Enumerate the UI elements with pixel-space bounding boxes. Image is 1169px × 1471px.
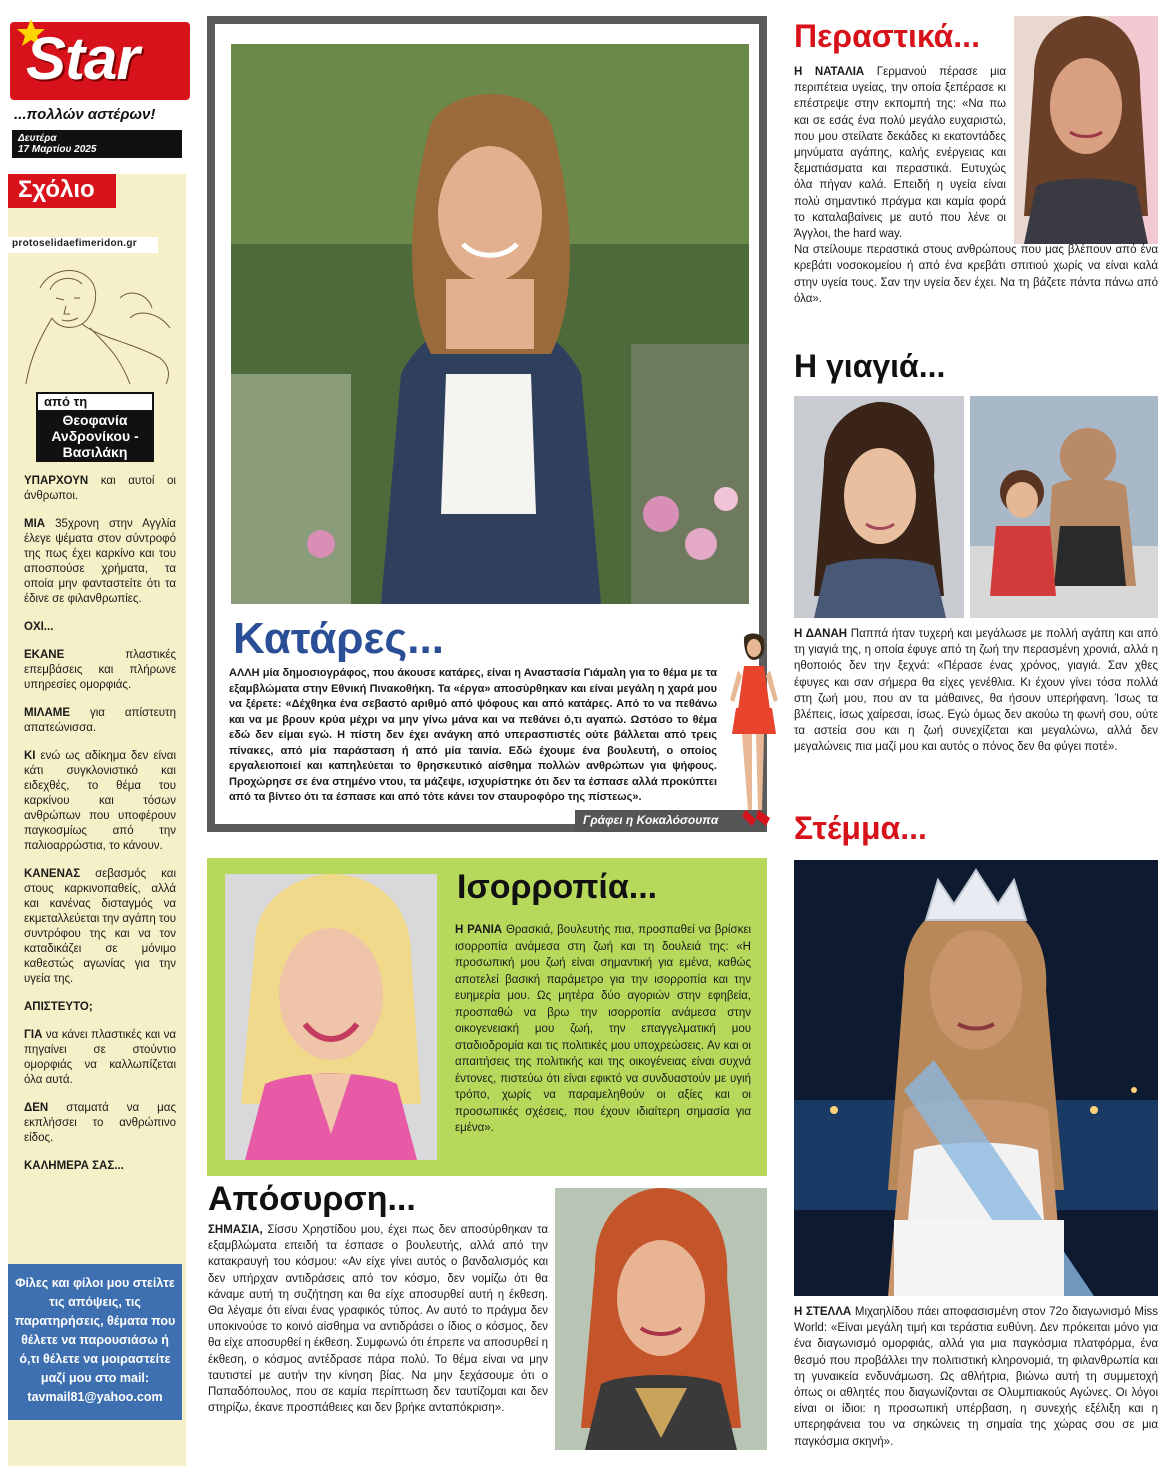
scholio-paragraph-body: σεβασμός και στους καρκινοπαθείς, αλλά και κανένας δισταγμός να εκμεταλλεύεται την αγάπη του συντρόφου της και να τον καταδικάζει σε μόνιμο καθεστώς αγωνίας για την υγεία της.	[24, 868, 176, 985]
author-name: Θεοφανία Ανδρονίκου - Βασιλάκη	[51, 412, 139, 460]
katares-frame	[207, 16, 767, 832]
scholio-paragraph-lead: ΔΕΝ	[24, 1102, 49, 1114]
scholio-paragraph-lead: ΕΚΑΝΕ	[24, 649, 65, 661]
perastika-title: Περαστικά...	[794, 18, 980, 54]
scholio-paragraph-body: 35χρονη στην Αγγλία έλεγε ψέματα στον σύντροφό της πως έχει καρκίνο και του αποσπούσε χρήματα, τα οποία μην φανταστείτε ότι τα έδινε σε φιλανθρωπίες.	[24, 518, 176, 605]
author-prefix: από τη	[38, 394, 152, 410]
author-box	[36, 392, 154, 462]
isorropia-body: Θρασκιά, βουλευτής πια, προσπαθεί να βρίσκει ισορροπία ανάμεσα στη ζωή και τη δουλειά της: «Η προσωπική μου ζωή είναι σημαντική για εμένα, καθώς αποτελεί βασική παράμετρο για την ισορροπία και την ευημερία μου. Ως μητέρα δύο αγοριών στην εφηβεία, προσπαθώ να βρω την ισορροπία ανάμεσα στην οικογενειακή μου ζωή, την επαγγελματική μου σταδιοδρομία και τις πολιτικές μου υποχρεώσεις. Αν και οι απαιτήσεις της πολιτικής και της οικογένειας είναι συχνά έντονες, πιστεύω ότι είναι εφικτό να συνδυαστούν με υγιή τρόπο, χωρίς να παραμεληθούν οι αξίες και οι προσωπικές σχέσεις, που έχουν ιδιαίτερη σημασία για εμένα».	[455, 924, 751, 1134]
scholio-paragraph-lead: ΜΙΑ	[24, 518, 46, 530]
left-column	[0, 0, 192, 1471]
logo-text: Star	[26, 25, 139, 92]
isorropia-lead: Η ΡΑΝΙΑ	[455, 924, 503, 936]
scholio-paragraph-lead: ΑΠΙΣΤΕΥΤΟ;	[24, 1001, 93, 1013]
katares-text	[229, 666, 717, 806]
giagia-photo-grandmother	[970, 396, 1158, 618]
giagia-text	[794, 626, 1158, 756]
scholio-paragraph-body: να κάνει πλαστικές και να πηγαίνει σε στούντιο ομορφιάς να καλλωπίζεται όλα αυτά.	[24, 1029, 176, 1086]
scholio-paragraph	[24, 474, 176, 504]
katares-article	[215, 24, 759, 827]
scholio-paragraph-body: για απίστευτη απατεώνισσα.	[24, 707, 176, 734]
scholio-paragraph	[24, 749, 176, 854]
giagia-body: Παππά ήταν τυχερή και μεγάλωσε με πολλή αγάπη και από τη γιαγιά της, η οποία έφυγε από τη ζωή την περασμένη χρονιά, αλλά η ηθοποιός δεν την ξεχνά: «Πέρασε ένας χρόνος, γιαγιά. Σαν χθες έφυγες και σαν σήμερα θα είχες γενέθλια. Κι έχουν γίνει τόσα πολλά στη ζωή μου, που αν τα μάθαινες, θα ήσουν υπερήφανη. Ίσως τα βλέπεις, ίσως χαίρεσαι, ίσως. Εγώ όμως δεν ακούω τη φωνή σου, ούτε τα αστεία σου και η ζωή συνεχίζεται και μεγαλώνω, αλλά δεν μεγαλώνεις πια μαζί μου και αυτός ο πόνος δεν θα φύγει ποτέ».	[794, 628, 1159, 754]
stemma-text	[794, 1304, 1158, 1450]
isorropia-text	[455, 922, 751, 1137]
scholio-paragraph	[24, 648, 176, 693]
contact-box: Φίλες και φίλοι μου στείλτε τις απόψεις, τις παρατηρήσεις, θέματα που θέλετε να παρουσιάσω ή ό,τι θέλετε να μοιραστείτε μαζί μου στο mail: tavmail81@yahoo.com	[8, 1264, 182, 1420]
perastika-body-full: Να στείλουμε περαστικά στους ανθρώπους που μας βλέπουν από ένα κρεβάτι νοσοκομείου ή από ένα κρεβάτι σπιτιού χωρίς να είναι καλά στην υγεία τους. Σαν την υγεία δεν έχει. Να τη βάζετε πάντα πάνω από όλα».	[794, 244, 1158, 305]
katares-body: μία δημοσιογράφος, που άκουσε κατάρες, είναι η Αναστασία Γιάμαλη για το θέμα με τα εξαμβλώματα στην Εθνική Πινακοθήκη. Τα «έργα» αποσύρθηκαν και είναι μεγάλη η χαρά μου να ξέρετε: «Δέχθηκα ένα σεβαστό αριθμό από ψόφους και από κατάρες. Από το να πεθάνω και να με βρουν κρύα μέχρι να μην γίνω μάνα και να πεθάνει ό,τι αγαπώ. Ωστόσο το θέμα εδώ δεν είμαι εγώ. Η πίστη δεν έχει ανάγκη από υπερασπιστές ούτε βάλλεται από τρεις πίνακες, από μία παράσταση ή από μία ταινία. Εδώ έχουμε ένα βουλευτή, ο οποίος εργαλειοποιεί και καπηλεύεται το θρησκευτικό αίσθημα πολλών ανθρώπων για ψήφους. Προχώρησε σε ένα στημένο ντου, τα μάζεψε, ισχυρίστηκε ότι δεν τα έσπασε αλλά προκύπτει από τα βίντεο ότι τα έσπασε και από τότε κάνει τον σταυροφόρο της πίστεως».	[229, 667, 717, 803]
scholio-text	[24, 474, 176, 1187]
aposyrsi-photo	[555, 1188, 767, 1450]
author-sketch	[20, 258, 178, 388]
scholio-paragraph	[24, 867, 176, 987]
stemma-title: Στέμμα...	[794, 810, 927, 846]
tagline: ...πολλών αστέρων!	[14, 106, 156, 123]
scholio-paragraph-body: ενώ ως αδίκημα δεν είναι κάτι συγκλονιστικό και ειδεχθές, το θέμα του καρκίνου και τόσων ανθρώπων που υποφέρουν παγκοσμίως από την παλιοαρρώστια, το κάνουν.	[24, 750, 176, 852]
perastika-body: Γερμανού πέρασε μια περιπέτεια υγείας, την οποία ξεπέρασε κι επέστρεψε στην εκπομπή της: «Να πω και σε εσάς ένα πολύ μεγάλο ευχαριστώ, που μου στείλατε δεκάδες κι εκατοντάδες μηνύματα αγάπης, καλής ενέργειας και ξεματιάσματα και περαστικά. Ευτυχώς όλα πήγαν καλά. Επειδή η υγεία είναι πολύ σημαντικό πράγμα και καμία φορά το καταλαβαίνεις με αυτό που λένε οι Άγγλοι, the hard way.	[794, 66, 1006, 241]
scholio-paragraph-body: και αυτοί οι άνθρωποι.	[24, 475, 176, 502]
scholio-paragraph	[24, 706, 176, 736]
stemma-photo	[794, 860, 1158, 1296]
scholio-paragraph-body: σταματά να μας εκπλήσσει το ανθρώπινο είδος.	[24, 1102, 176, 1144]
katares-lead: ΑΛΛΗ	[229, 667, 260, 679]
katares-photo	[231, 44, 749, 604]
watermark: protoselidaefimeridon.gr	[8, 237, 158, 253]
scholio-paragraph-lead: ΓΙΑ	[24, 1029, 43, 1041]
columnist-illustration	[726, 630, 782, 836]
scholio-paragraph	[24, 1028, 176, 1088]
scholio-paragraph-body: πλαστικές επεμβάσεις και πλήρωνε υπηρεσίες ομορφιάς.	[24, 649, 176, 691]
scholio-paragraph	[24, 517, 176, 607]
perastika-lead: Η ΝΑΤΑΛΙΑ	[794, 66, 865, 78]
scholio-paragraph-lead: ΚΑΝΕΝΑΣ	[24, 868, 81, 880]
aposyrsi-body: Σίσσυ Χρηστίδου μου, έχει πως δεν αποσύρθηκαν τα εξαμβλώματα επειδή τα έσπασε ο βουλευτής, αλλά από την κατακραυγή του κόσμου: «Αν είχε γίνει αυτός ο βανδαλισμός και δεν υπήρχαν αντιδράσεις από τον κόσμο, δεν νομίζω ότι θα κάναμε αυτή τη συζήτηση και θα είχε αποσυρθεί αυτή η έκθεση. Θα λέγαμε ότι είναι ένας γραφικός τύπος. Αν αυτό το πράγμα δεν υποκινούσε το κοινό αίσθημα να αντιδράσει ο ίδιος ο κόσμος, δεν θα είχε αποσυρθεί η έκθεση. Συμφωνώ ότι έπρεπε να αποσυρθεί η έκθεση, ο κόσμος αντέδρασε πάρα πολύ. Το θέμα είναι να μην ταυτιστεί με αυτήν την κίνηση βίας. Να μην ξεχάσουμε ότι ο Παπαδόπουλος, που σε καμία περίπτωση δεν ταυτίζομαι και δεν στηρίζω, έκανε προσπάθειες και δεν βρήκε ανταπόκριση».	[208, 1224, 548, 1415]
scholio-paragraph-lead: ΚΑΛΗΜΕΡΑ ΣΑΣ...	[24, 1160, 124, 1172]
scholio-paragraph-lead: ΜΙΛΑΜΕ	[24, 707, 70, 719]
aposyrsi-lead: ΣΗΜΑΣΙΑ,	[208, 1224, 263, 1236]
scholio-paragraph	[24, 1159, 176, 1174]
stemma-lead: Η ΣΤΕΛΛΑ	[794, 1306, 852, 1318]
writer-tag: Γράφει η Κοκαλόσουπα	[575, 810, 765, 832]
stemma-body: Μιχαηλίδου πάει αποφασισμένη στον 72ο διαγωνισμό Miss World: «Είναι μεγάλη τιμή και τεράστια ευθύνη. Δεν πρόκειται μόνο για ένα διαγωνισμό ομορφιάς, αλλά για μια παγκόσμια πλατφόρμα, ένα θεσμό που προβάλλει την πολιτιστική κληρονομιά, τη φιλανθρωπία και τη γυναικεία ενδυνάμωση. Ως αθλήτρια, βιώνω αυτή τη συμμετοχή όπως οι αθλητές που διαγωνίζονται σε Ολυμπιακούς Αγώνες. Οι λόγοι είναι οι ίδιοι: η προσωπική υπέρβαση, η συνεχής εξέλιξη και η υπερηφάνεια του να σηκώνεις τη σημαία της χώρας σου σε μια παγκόσμια σκηνή».	[794, 1306, 1158, 1448]
scholio-paragraph	[24, 620, 176, 635]
katares-title: Κατάρες...	[233, 614, 444, 663]
scholio-paragraph-lead: ΥΠΑΡΧΟΥΝ	[24, 475, 89, 487]
isorropia-article	[207, 858, 767, 1176]
isorropia-photo	[225, 874, 437, 1160]
scholio-paragraph	[24, 1000, 176, 1015]
star-logo	[10, 22, 190, 100]
giagia-photo-portrait	[794, 396, 964, 618]
scholio-paragraph	[24, 1101, 176, 1146]
isorropia-title: Ισορροπία...	[457, 868, 658, 906]
perastika-text	[794, 64, 1158, 307]
scholio-paragraph-lead: ΟΧΙ...	[24, 621, 54, 633]
issue-day: Δευτέρα	[18, 133, 57, 144]
giagia-title: Η γιαγιά...	[794, 348, 946, 384]
issue-date: 17 Μαρτίου 2025	[18, 144, 97, 155]
aposyrsi-title: Απόσυρση...	[208, 1180, 416, 1218]
scholio-heading: Σχόλιο	[8, 174, 116, 208]
date-bar	[12, 130, 182, 158]
perastika-wrapped	[794, 64, 1006, 242]
giagia-lead: Η ΔΑΝΑΗ	[794, 628, 848, 640]
aposyrsi-text	[208, 1222, 548, 1416]
scholio-paragraph-lead: ΚΙ	[24, 750, 36, 762]
